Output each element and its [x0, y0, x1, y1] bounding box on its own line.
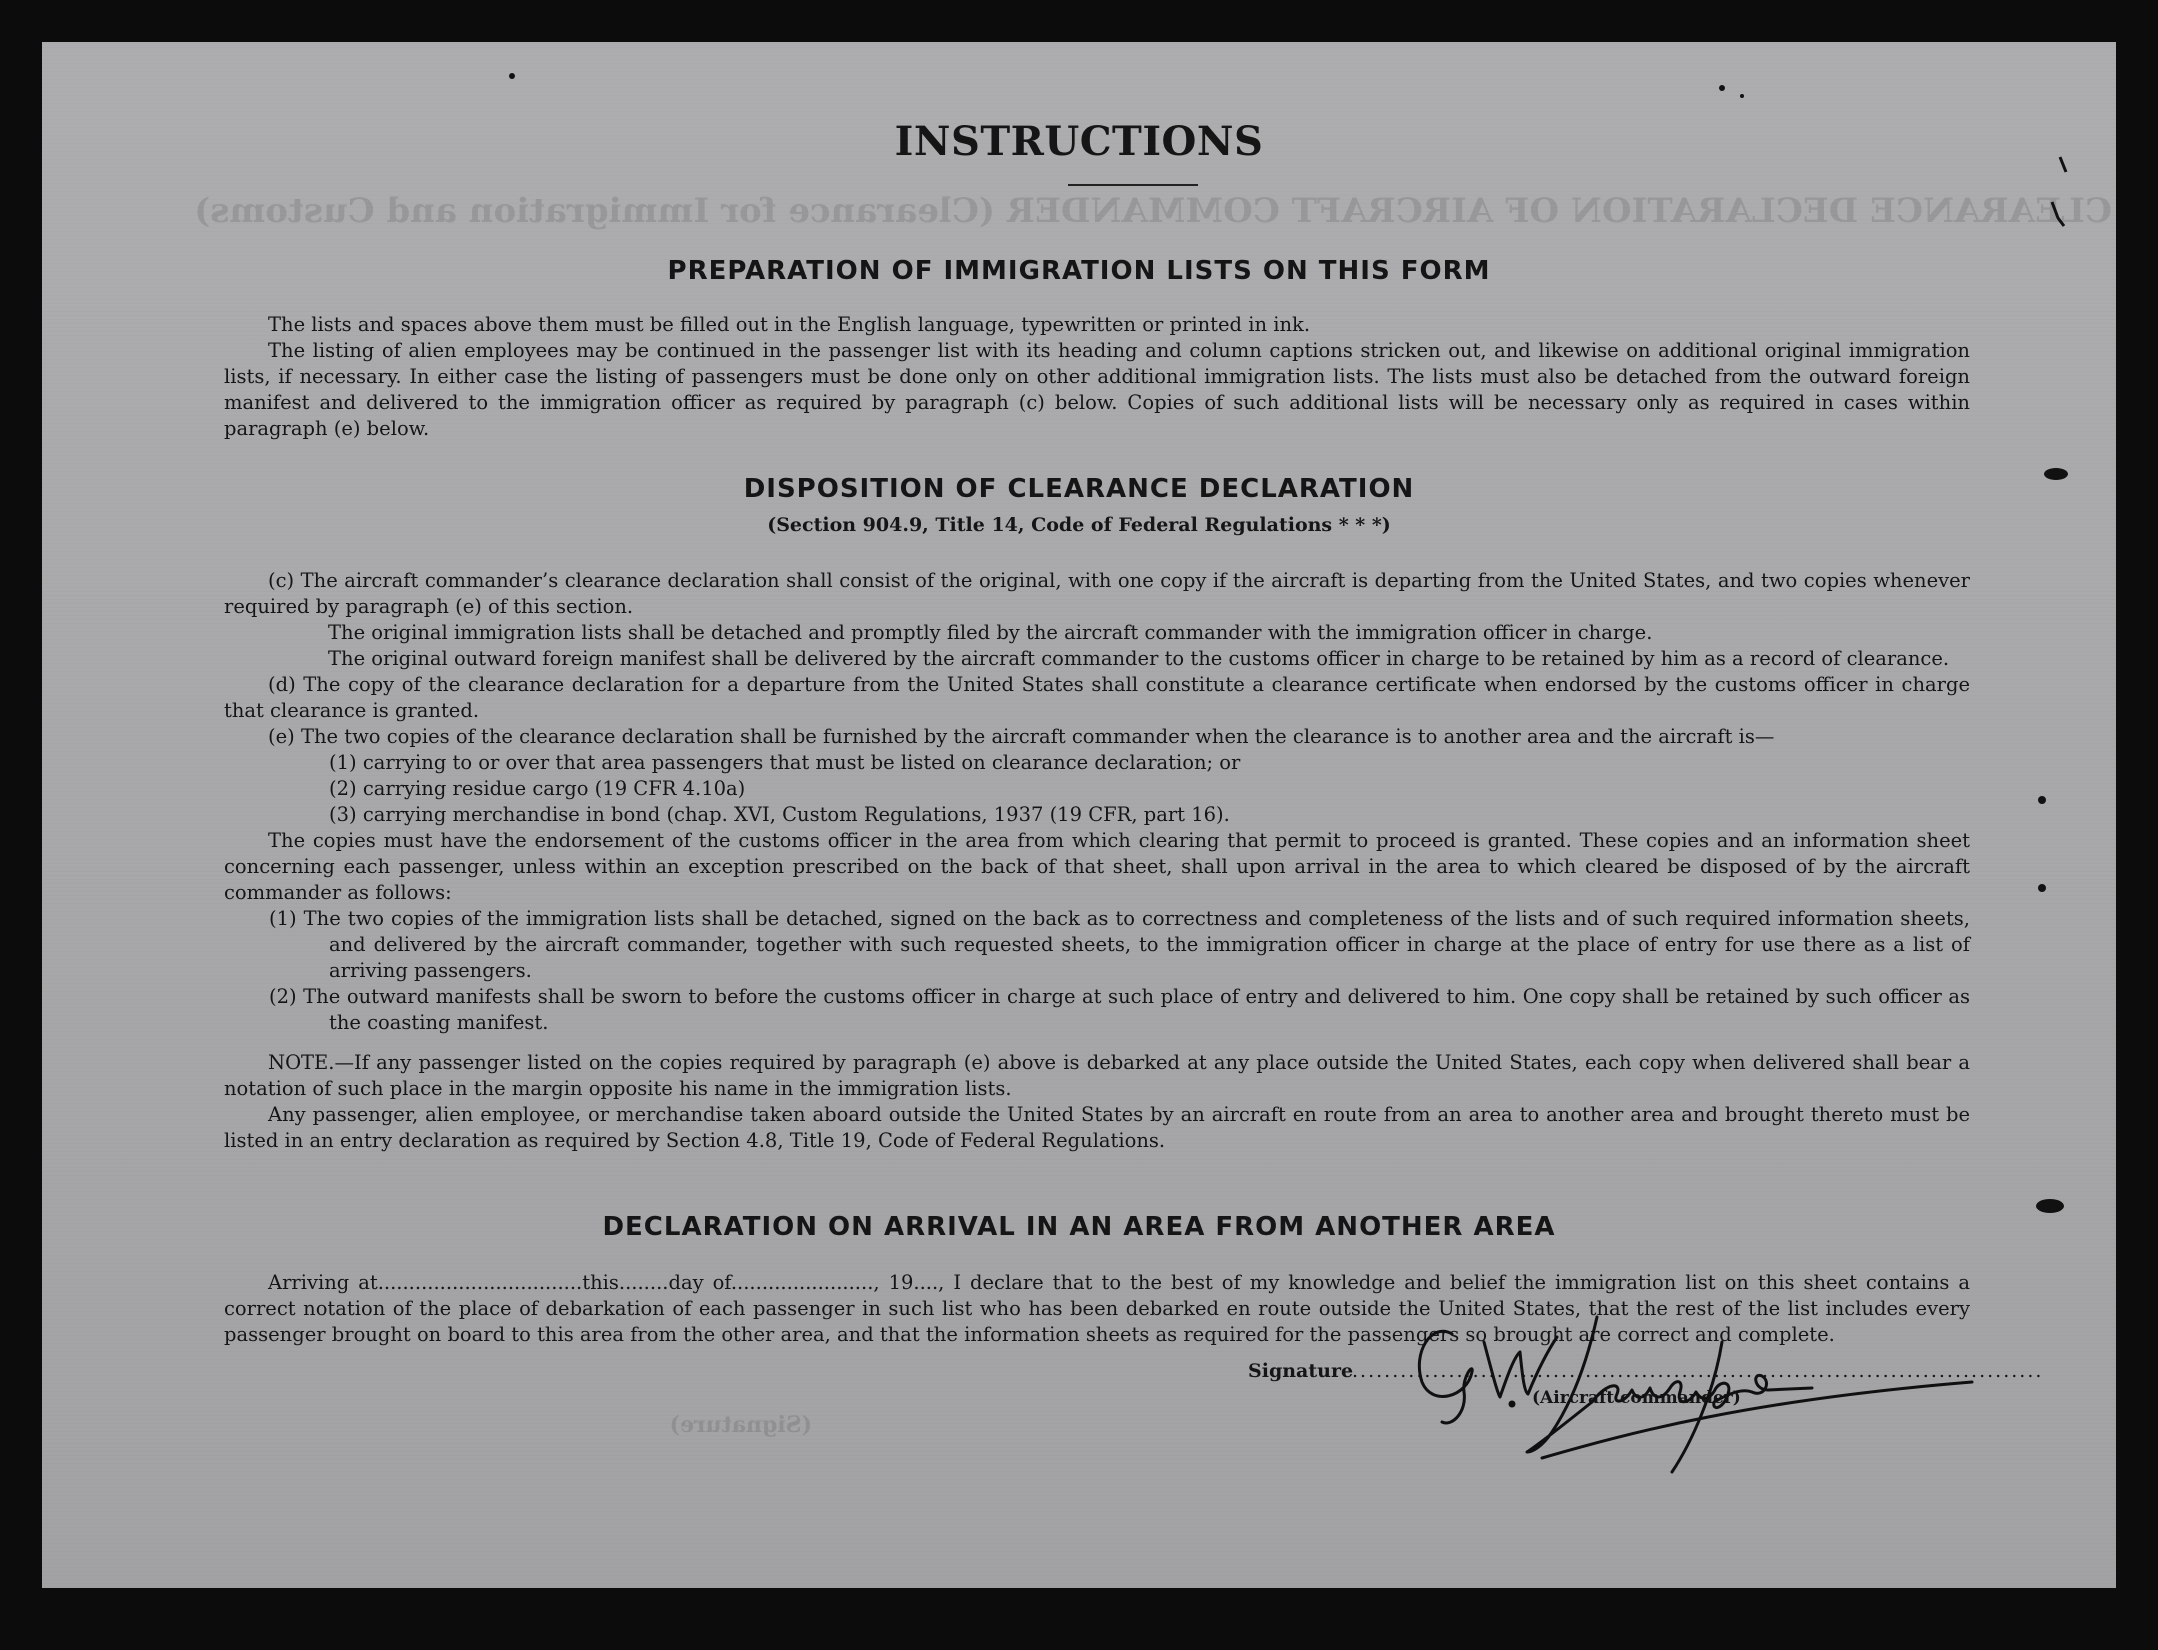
bleed-through-heading: CLEARANCE DECLARATION OF AIRCRAFT COMMANDER (Clearance for Immigration and Customs)	[194, 191, 2112, 231]
signature-line: ......................................................................................	[1352, 1360, 2044, 1382]
preparation-paragraph-2: The listing of alien employees may be continued in the passenger list with its heading and column captions stricken out, and likewise on additional original immigration lists, if necessary. In either case the listing of passengers must be done only on other additional immigration lists. The lists must also be detached from the outward foreign manifest and delivered to the immigration officer as required by paragraph (c) below. Copies of such additional lists will be necessary only as required in cases within paragraph (e) below.	[224, 339, 1970, 440]
scan-marks	[42, 42, 2116, 1588]
paragraph-arrival-1: (1) The two copies of the immigration lists shall be detached, signed on the back as to correctness and completeness of the lists and of such required information sheets, and delivered by the aircraft commander, together with such requested sheets, to the immigration officer in charge at the place of entry for use there as a list of arriving passengers.	[269, 907, 1970, 982]
page-title: INSTRUCTIONS	[894, 118, 1264, 165]
paragraph-c-1: The original immigration lists shall be detached and promptly filed by the aircraft commander with the immigration officer in charge.	[328, 621, 1653, 644]
section-citation: (Section 904.9, Title 14, Code of Federal Regulations * * *)	[767, 514, 1391, 536]
paragraph-e: (e) The two copies of the clearance declaration shall be furnished by the aircraft commander when the clearance is to another area and the aircraft is—	[268, 725, 1775, 748]
note-paragraph: NOTE.—If any passenger listed on the copies required by paragraph (e) above is debarked at any place outside the United States, each copy when delivered shall bear a notation of such place in the margin opposite his name in the immigration lists.	[224, 1051, 1970, 1100]
paragraph-e-3: (3) carrying merchandise in bond (chap. XVI, Custom Regulations, 1937 (19 CFR, part 16).	[329, 803, 1230, 826]
paragraph-e-2: (2) carrying residue cargo (19 CFR 4.10a)	[329, 777, 746, 800]
paragraph-c: (c) The aircraft commander’s clearance declaration shall consist of the original, with one copy if the aircraft is departing from the United States, and two copies whenever required by paragraph (e) of this section.	[224, 569, 1970, 618]
paragraph-c-2: The original outward foreign manifest shall be delivered by the aircraft commander to the customs officer in charge to be retained by him as a record of clearance.	[328, 647, 1950, 670]
paragraph-arrival-2: (2) The outward manifests shall be sworn to before the customs officer in charge at such place of entry and delivered to him. One copy shall be retained by such officer as the coasting manifest.	[269, 985, 1970, 1034]
section-heading-declaration: DECLARATION ON ARRIVAL IN AN AREA FROM ANOTHER AREA	[602, 1212, 1556, 1242]
paragraph-e-1: (1) carrying to or over that area passengers that must be listed on clearance declaration; or	[329, 751, 1241, 774]
signature-role: (Aircraft commander)	[1532, 1388, 1741, 1408]
bleed-through-signature: (Signature)	[669, 1412, 812, 1438]
paragraph-d: (d) The copy of the clearance declaration for a departure from the United States shall constitute a clearance certificate when endorsed by the customs officer in charge that clearance is granted.	[224, 673, 1970, 722]
section-heading-preparation: PREPARATION OF IMMIGRATION LISTS ON THIS FORM	[667, 256, 1491, 286]
paragraph-copies: The copies must have the endorsement of the customs officer in the area from which clearing that permit to proceed is granted. These copies and an information sheet concerning each passenger, unless within an exception prescribed on the back of that sheet, shall upon arrival in the area to which cleared be disposed of by the aircraft commander as follows:	[224, 829, 1970, 904]
declaration-paragraph: Arriving at.................................this........day of......................., 19...., I declare that to the best of my knowledge and belief the immigration list on this sheet contains a correct notation of the place of debarkation of each passenger in such list who has been debarked en route outside the United States, that the rest of the list includes every passenger brought on board to this area from the other area, and that the information sheets as required for the passengers so brought are correct and complete.	[224, 1271, 1970, 1346]
document-page	[42, 42, 2116, 1588]
preparation-paragraph-1: The lists and spaces above them must be filled out in the English language, typewritten or printed in ink.	[268, 313, 1311, 336]
any-passenger-paragraph: Any passenger, alien employee, or merchandise taken aboard outside the United States by an aircraft en route from an area to another area and brought thereto must be listed in an entry declaration as required by Section 4.8, Title 19, Code of Federal Regulations.	[224, 1103, 1970, 1152]
section-heading-disposition: DISPOSITION OF CLEARANCE DECLARATION	[743, 474, 1415, 504]
signature-label: Signature	[1248, 1360, 1354, 1382]
